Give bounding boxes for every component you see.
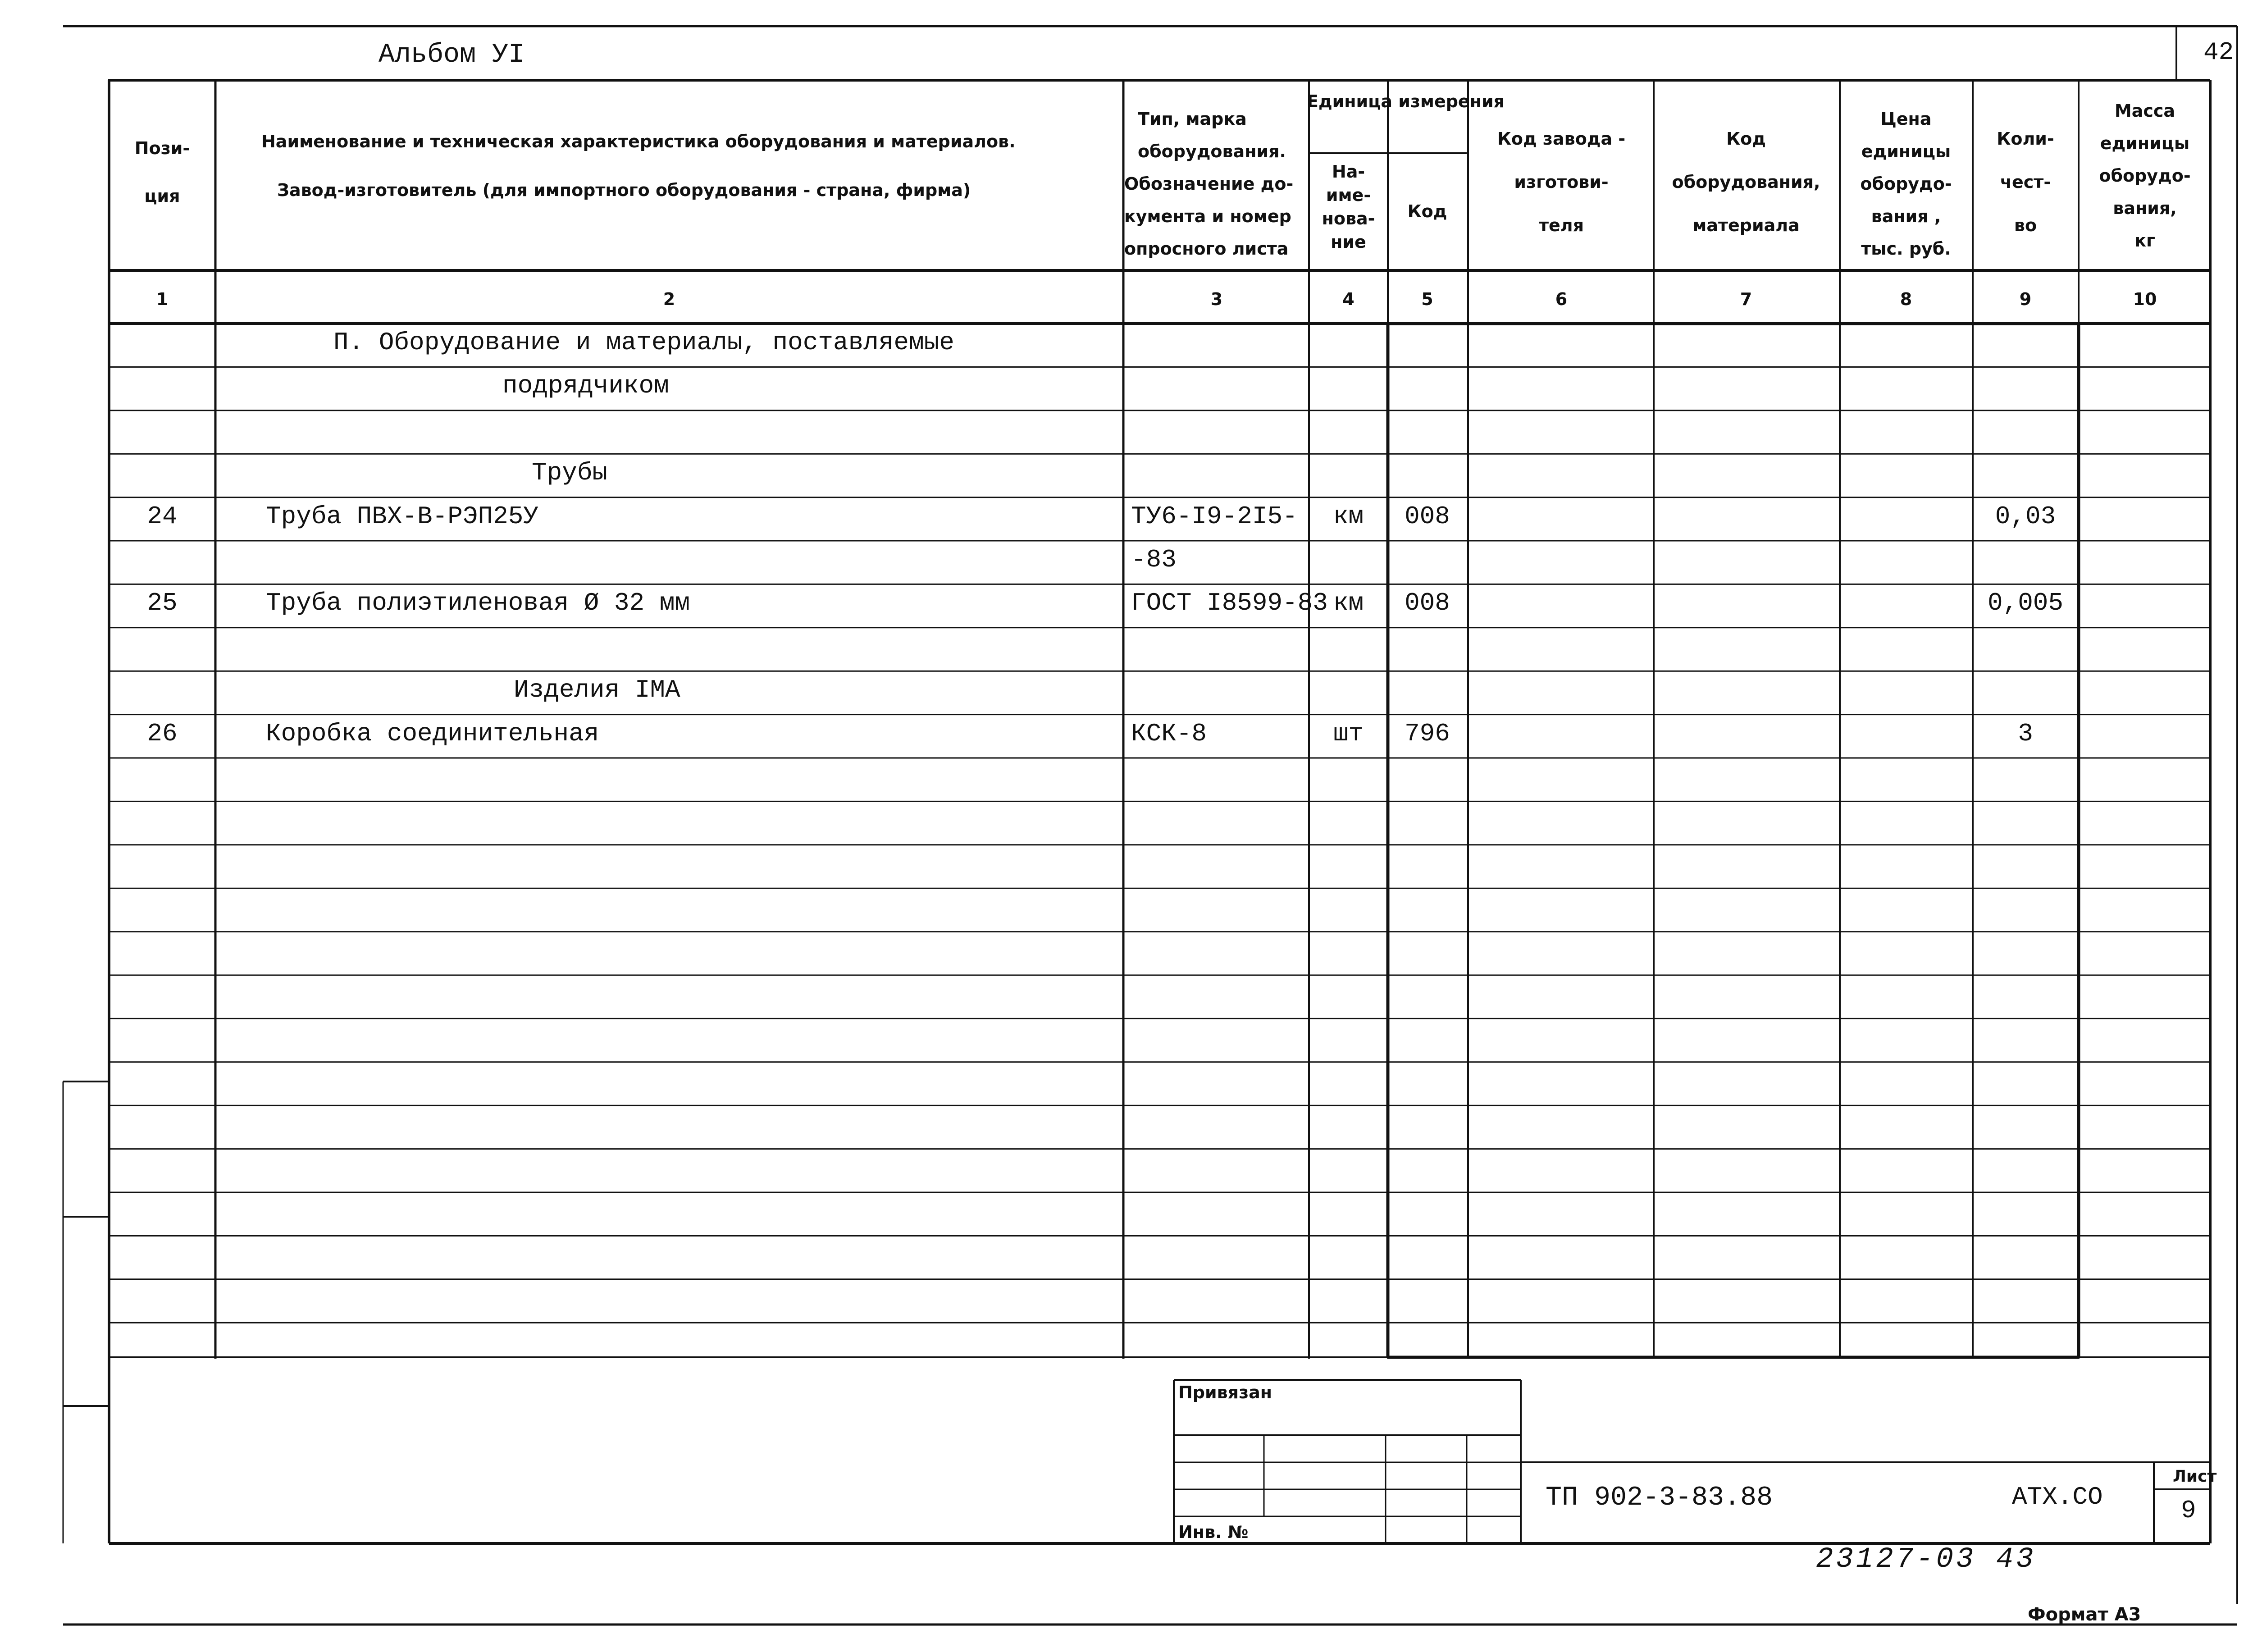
cell-name: Изделия IMA: [514, 675, 680, 705]
header-qty-l2: чест-: [2000, 172, 2051, 192]
header-factory-l1: Код завода -: [1497, 129, 1626, 149]
colnum-10: 10: [2133, 289, 2157, 309]
cell-unit: км: [1333, 502, 1364, 531]
cell-name: Труба полиэтиленовая Ø 32 мм: [266, 589, 690, 618]
header-unit-name-l1: На-: [1332, 162, 1365, 182]
cell-code: 008: [1405, 589, 1450, 618]
colnum-4: 4: [1342, 289, 1355, 309]
cell-type: ТУ6-I9-2I5-: [1131, 502, 1298, 531]
header-mass-l4: вания,: [2113, 198, 2177, 218]
header-qty-l3: во: [2014, 215, 2037, 235]
header-factory-l3: теля: [1538, 215, 1584, 235]
cell-name: Труба ПВХ-В-РЭП25У: [266, 502, 538, 531]
cell-qty: 0,03: [1995, 502, 2056, 531]
header-type: [1124, 103, 1309, 265]
header-type-line5: опросного листа: [1124, 239, 1289, 259]
stamp-attached: Привязан: [1178, 1383, 1272, 1402]
header-type-line1: Тип, марка: [1138, 109, 1247, 129]
header-unit-name: [1309, 160, 1388, 254]
header-price-l4: вания ,: [1871, 206, 1941, 226]
header-price-l2: единицы: [1861, 141, 1951, 161]
stamp-doc-suffix: АТХ.СО: [2012, 1483, 2103, 1511]
cell-name: Трубы: [532, 458, 608, 488]
stamp-sheet-label: Лист: [2173, 1467, 2217, 1486]
header-price-l1: Цена: [1880, 109, 1932, 129]
cell-name: Коробка соединительная: [266, 719, 599, 748]
header-price-l3: оборудо-: [1860, 174, 1952, 194]
header-equipment-code: [1654, 117, 1838, 247]
colnum-8: 8: [1900, 289, 1912, 309]
header-qty-l1: Коли-: [1997, 129, 2054, 149]
stamp-sheet-number: 9: [2181, 1496, 2196, 1525]
cell-qty: 3: [2018, 719, 2033, 748]
header-mass-l3: оборудо-: [2099, 166, 2191, 186]
cell-type: ГОСТ I8599-83: [1131, 589, 1328, 618]
header-unit-code: Код: [1407, 201, 1447, 221]
header-position-line1: Пози-: [134, 138, 190, 158]
cell-code: 008: [1405, 502, 1450, 531]
cell-code: 796: [1405, 719, 1450, 748]
header-name-line2: Завод-изготовитель (для импортного оборудования - страна, фирма): [277, 180, 971, 200]
colnum-1: 1: [156, 289, 169, 309]
header-factory-l2: изготови-: [1514, 172, 1609, 192]
colnum-5: 5: [1421, 289, 1433, 309]
header-quantity: [1974, 117, 2077, 247]
cell-qty: 0,005: [1987, 589, 2064, 618]
header-unit: Единица измерения: [1307, 91, 1505, 111]
colnum-9: 9: [2019, 289, 2032, 309]
header-type-line3: Обозначение до-: [1124, 174, 1294, 194]
format-label: Формат А3: [2028, 1604, 2141, 1625]
header-mass-l1: Масса: [2114, 101, 2175, 121]
header-price: [1841, 103, 1971, 265]
header-price-l5: тыс. руб.: [1861, 239, 1951, 259]
cell-pos: 25: [147, 589, 178, 618]
stamp-doc-code: ТП 902-3-83.88: [1546, 1483, 1773, 1513]
header-equip-l3: материала: [1692, 215, 1800, 235]
header-type-line4: кумента и номер: [1124, 206, 1291, 226]
stamp-inv: Инв. №: [1178, 1522, 1249, 1542]
header-equip-l2: оборудования,: [1672, 172, 1820, 192]
header-factory-code: [1469, 117, 1654, 247]
page-number: 42: [2203, 38, 2234, 67]
header-type-line2: оборудования.: [1138, 141, 1286, 161]
header-equip-l1: Код: [1726, 129, 1766, 149]
header-unit-name-l4: ние: [1331, 232, 1366, 252]
header-name-line1: Наименование и техническая характеристика оборудования и материалов.: [261, 132, 1016, 151]
header-unit-name-l3: нова-: [1322, 209, 1375, 228]
cell-name: подрядчиком: [502, 371, 669, 401]
cell-pos: 26: [147, 719, 178, 748]
cell-pos: 24: [147, 502, 178, 531]
cell-type: КСК-8: [1131, 719, 1207, 748]
header-position-line2: ция: [144, 186, 180, 206]
header-mass-l2: единицы: [2100, 133, 2190, 153]
album-label: Альбом УI: [379, 40, 525, 70]
header-position: [110, 133, 214, 211]
header-mass-l5: кг: [2134, 231, 2155, 251]
cell-name: П. Оборудование и материалы, поставляемые: [333, 328, 954, 357]
colnum-2: 2: [663, 289, 675, 309]
colnum-3: 3: [1210, 289, 1223, 309]
handwritten-note: 23127-03 43: [1816, 1543, 2036, 1576]
colnum-6: 6: [1555, 289, 1568, 309]
cell-unit: км: [1333, 589, 1364, 618]
colnum-7: 7: [1740, 289, 1752, 309]
cell-type: -83: [1131, 545, 1177, 574]
header-mass: [2080, 95, 2210, 257]
header-unit-name-l2: име-: [1326, 185, 1371, 205]
cell-unit: шт: [1333, 719, 1364, 748]
header-name: [216, 126, 1117, 205]
